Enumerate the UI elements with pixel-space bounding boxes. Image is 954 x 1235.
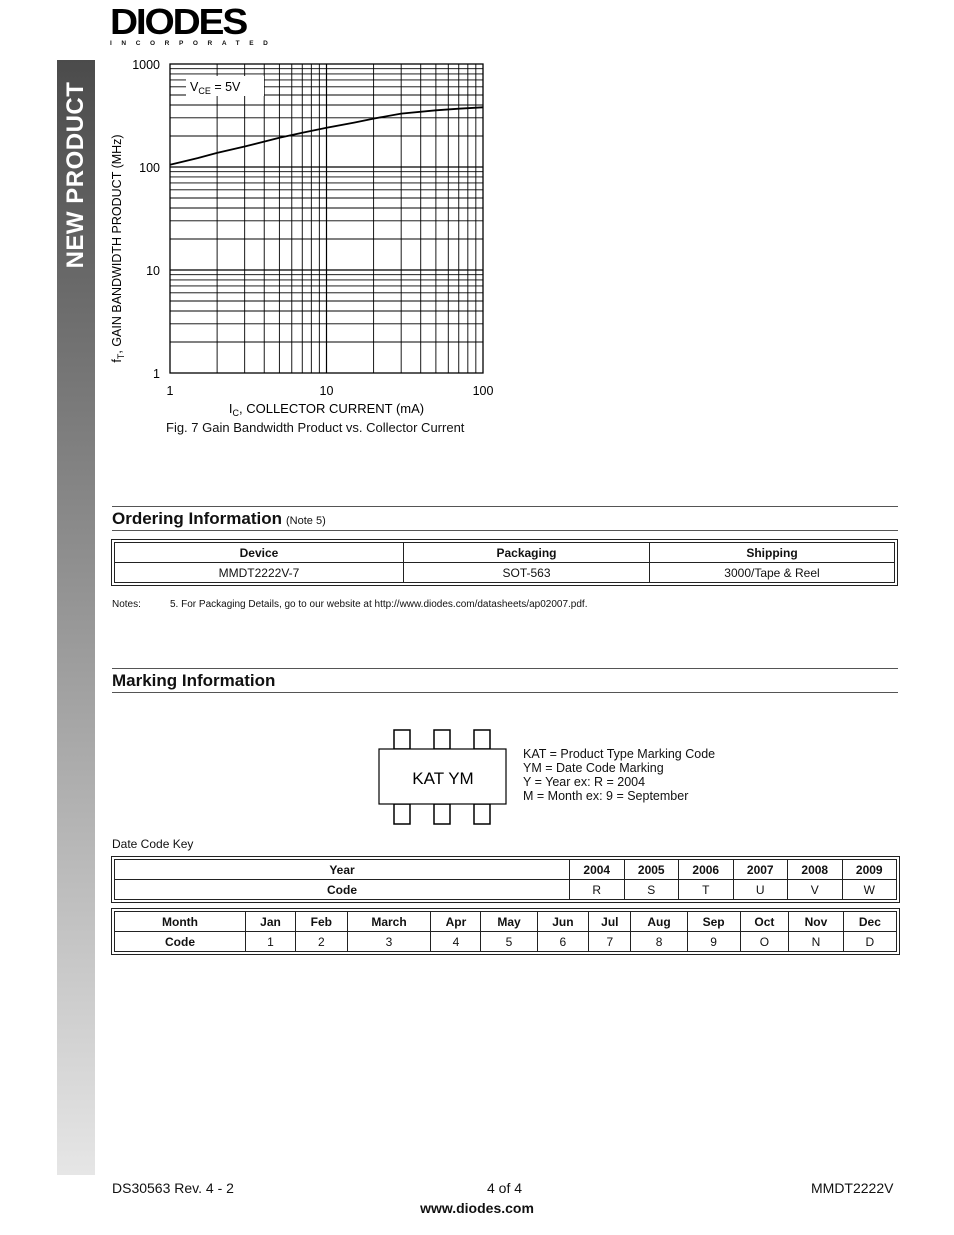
y-tick-label: 1 [153,367,160,381]
year-2008: 2008 [788,860,843,880]
x-tick-label: 100 [472,384,494,398]
logo-word: DIODES [110,1,247,42]
pin-bottom-2 [434,804,450,824]
marking-title: Marking Information [112,671,276,690]
legend-line-2: YM = Date Code Marking [523,761,664,775]
year-code-2007: U [733,880,788,900]
month-nov: Nov [789,912,844,932]
x-axis-label: $I_C$, COLLECTOR CURRENT (mA) [228,401,425,418]
year-2009: 2009 [842,860,897,880]
month-code-aug: 8 [631,932,687,952]
x-tick-label: 1 [166,384,174,398]
month-may: May [481,912,537,932]
x-tick-label: 10 [319,384,334,398]
y-tick-label: 1000 [132,58,160,72]
footer-part-number: MMDT2222V [811,1180,894,1196]
footer-page-number: 4 of 4 [487,1180,523,1196]
month-aug: Aug [631,912,687,932]
footer-doc-number: DS30563 Rev. 4 - 2 [112,1180,234,1196]
year-code-2004: R [570,880,625,900]
pin-top-3 [474,730,490,749]
legend-line-4: M = Month ex: 9 = September [523,789,689,803]
month-code-jan: 1 [246,932,296,952]
month-code-apr: 4 [431,932,481,952]
ordering-packaging: SOT-563 [404,563,650,583]
month-dec: Dec [843,912,896,932]
notes-label: Notes: [112,599,141,610]
y-tick-label: 10 [146,264,160,278]
month-code-oct: O [740,932,788,952]
month-code-sep: 9 [687,932,740,952]
year-2005: 2005 [624,860,679,880]
month-jun: Jun [537,912,589,932]
marking-section-header [112,668,898,693]
year-code-table [114,859,897,900]
ordering-header-device: Device [115,543,404,563]
pin-bottom-1 [394,804,410,824]
package-marking-text: KAT YM [412,769,474,788]
year-2006: 2006 [679,860,734,880]
month-feb: Feb [296,912,348,932]
pin-top-1 [394,730,410,749]
year-2007: 2007 [733,860,788,880]
legend-line-1: KAT = Product Type Marking Code [523,747,716,761]
ordering-table [114,542,895,583]
month-code-table [114,911,897,952]
month-code-nov: N [789,932,844,952]
month-code-may: 5 [481,932,537,952]
legend-line-3: Y = Year ex: R = 2004 [523,775,646,789]
banner-text: NEW PRODUCT [62,81,89,269]
gain-bandwidth-chart [105,55,525,420]
logo-subtitle: INCORPORATED [110,40,278,47]
month-label: Month [115,912,246,932]
month-code-feb: 2 [296,932,348,952]
month-code-mar: 3 [347,932,431,952]
note-5: 5. For Packaging Details, go to our website at http://www.diodes.com/datasheets/ap02007.pdf. [170,599,588,610]
notes [112,599,587,610]
marking-legend [523,747,715,803]
ordering-title [112,509,326,529]
vce-annotation: $V_{CE} = 5V$ [190,80,241,96]
year-2004: 2004 [570,860,625,880]
ordering-shipping: 3000/Tape & Reel [650,563,895,583]
y-tick-label: 100 [139,161,160,175]
month-oct: Oct [740,912,788,932]
ordering-note-ref: (Note 5) [286,515,326,527]
month-mar: March [347,912,431,932]
ordering-section-header [112,506,898,531]
diodes-logo [110,1,278,47]
year-code-2006: T [679,880,734,900]
pin-top-2 [434,730,450,749]
month-code-jul: 7 [589,932,631,952]
date-code-key-label: Date Code Key [112,837,194,851]
new-product-banner [57,60,95,1175]
year-code-2009: W [842,880,897,900]
figure-caption: Fig. 7 Gain Bandwidth Product vs. Collector Current [166,420,465,435]
month-jan: Jan [246,912,296,932]
footer-website-link[interactable]: www.diodes.com [420,1200,534,1216]
year-label: Year [115,860,570,880]
y-axis-label: $f_T$, GAIN BANDWIDTH PRODUCT (MHz) [110,134,126,363]
year-code-2005: S [624,880,679,900]
month-jul: Jul [589,912,631,932]
year-code-label: Code [115,880,570,900]
ordering-device: MMDT2222V-7 [115,563,404,583]
pin-bottom-3 [474,804,490,824]
month-sep: Sep [687,912,740,932]
sot563-package-diagram [378,728,508,828]
month-apr: Apr [431,912,481,932]
month-code-label: Code [115,932,246,952]
month-code-jun: 6 [537,932,589,952]
ordering-title-text: Ordering Information [112,509,282,528]
ordering-header-packaging: Packaging [404,543,650,563]
month-code-dec: D [843,932,896,952]
year-code-2008: V [788,880,843,900]
ordering-header-shipping: Shipping [650,543,895,563]
